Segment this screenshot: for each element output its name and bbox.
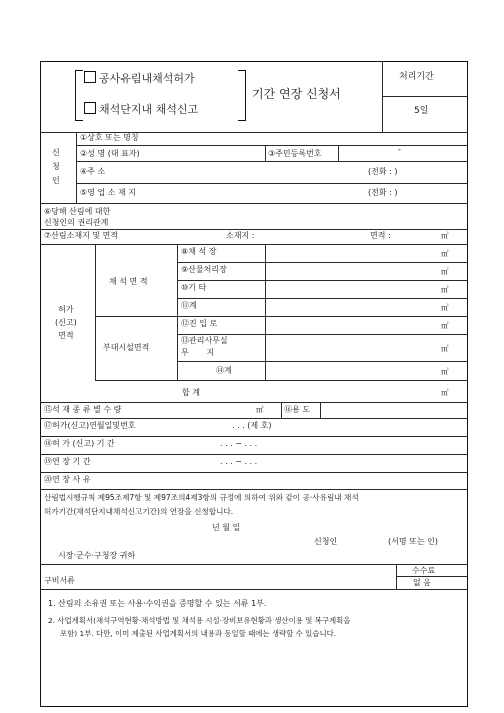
location-area-label: 면적 : <box>370 231 391 240</box>
business-phone: (전화 : ) <box>368 188 398 197</box>
unit-2: ㎡ <box>441 267 449 276</box>
note-2-line-2: 포함) 1부. 다만, 이미 제출된 사업계획서의 내용과 동일할 때에는 생략할 수 있습니다. <box>60 629 337 638</box>
quarry-area-label: 채 석 면 적 <box>109 277 148 286</box>
required-docs-label: 구비서류 <box>44 576 75 585</box>
extension-period-value: . . . ~ . . . <box>220 457 258 466</box>
right-bracket <box>238 70 246 121</box>
facility-item-1: ⑫진 입 로 <box>181 319 218 328</box>
permit-period-label: ⑱허 가 (신고) 기 간 <box>44 439 115 448</box>
unit-4: ㎡ <box>441 303 449 312</box>
unit-1: ㎡ <box>441 249 449 258</box>
resident-number-dash: - <box>398 145 401 154</box>
location-unit: ㎡ <box>441 231 449 240</box>
processing-period-label: 처리기간 <box>399 72 434 82</box>
facility-item-2: ⑬관리사무실 무 지 <box>181 336 228 357</box>
total-label: 합 계 <box>182 388 200 397</box>
quarry-item-3: ⑩기 타 <box>181 283 207 292</box>
stone-quantity-label: ⑮석 재 종 류 별 수 량 <box>44 405 122 414</box>
extension-period-label: ⑲연 장 기 간 <box>44 457 91 466</box>
statement-date: 년 월 일 <box>212 523 241 532</box>
location-place-label: 소재지 : <box>226 231 255 240</box>
unit-6: ㎡ <box>441 344 449 353</box>
quarry-item-2: ⑨산물처리장 <box>181 265 227 274</box>
address-phone: (전화 : ) <box>368 167 398 176</box>
statement-recipient: 시장·군수·구청장 귀하 <box>58 551 136 560</box>
form-title: 기간 연장 신청서 <box>252 87 341 101</box>
unit-7: ㎡ <box>441 367 449 376</box>
left-bracket <box>75 70 83 121</box>
fee-label: 수수료 <box>412 566 436 575</box>
facility-area-label: 부대시설면적 <box>103 343 150 352</box>
representative-label: ②성 명 (대 표자) <box>80 149 140 158</box>
processing-period-value: 5일 <box>414 106 429 116</box>
extension-reason-label: ⑳연 장 사 유 <box>44 475 91 484</box>
location-label: ⑦산림소재지 및 면적 <box>44 231 119 240</box>
applicant-group-label: 신 청 인 <box>52 148 60 185</box>
unit-3: ㎡ <box>441 285 449 294</box>
option-permit: 공사유림내채석허가 <box>84 71 195 84</box>
checkbox-report[interactable] <box>84 102 96 114</box>
statement-line-2: 허가기간(채석단지내채석신고기간)의 연장을 신청합니다. <box>44 507 234 516</box>
rights-label: ⑥당해 산림에 대한 신청인의 권리관계 <box>44 207 111 227</box>
permit-date-value: . . . (제 호) <box>232 421 272 430</box>
stone-quantity-unit: ㎡ <box>256 405 264 414</box>
statement-line-1: 산림법시행규칙 제95조제7항 및 제97조의4제3항의 규정에 의하여 위와 같이 공·사유림내 채석 <box>44 493 359 502</box>
address-label: ④주 소 <box>80 167 106 176</box>
quarry-item-1: ⑧채 석 장 <box>181 247 217 256</box>
quarry-item-4: ⑪계 <box>181 301 197 310</box>
use-label: ⑯용 도 <box>284 405 310 414</box>
permit-area-group-label: 허가 (신고) 면적 <box>55 305 77 340</box>
total-unit: ㎡ <box>441 388 449 397</box>
option-report: 채석단지내 채석신고 <box>84 102 198 115</box>
statement-applicant: 신청인 <box>314 537 338 546</box>
permit-period-value: . . . ~ . . . <box>220 439 258 448</box>
unit-5: ㎡ <box>441 321 449 330</box>
firm-name-label: ①상호 또는 명칭 <box>80 133 139 142</box>
facility-item-3: ⑭계 <box>216 366 232 375</box>
business-address-label: ⑤영 업 소 재 지 <box>80 188 136 197</box>
fee-value: 없 음 <box>413 578 431 587</box>
resident-number-label: ③주민등록번호 <box>268 149 322 158</box>
checkbox-permit[interactable] <box>84 71 96 83</box>
note-2-line-1: 2. 사업계획서(채석구역현황·채석방법 및 채석용 시설·장비보유현황과 생산이용 및 복구계획을 <box>48 616 351 625</box>
note-1: 1. 산림의 소유권 또는 사용·수익권을 증명할 수 있는 서류 1부. <box>48 599 267 608</box>
statement-sign: (서명 또는 인) <box>388 537 438 546</box>
permit-date-label: ⑰허가(신고)연월일및번호 <box>44 421 136 430</box>
